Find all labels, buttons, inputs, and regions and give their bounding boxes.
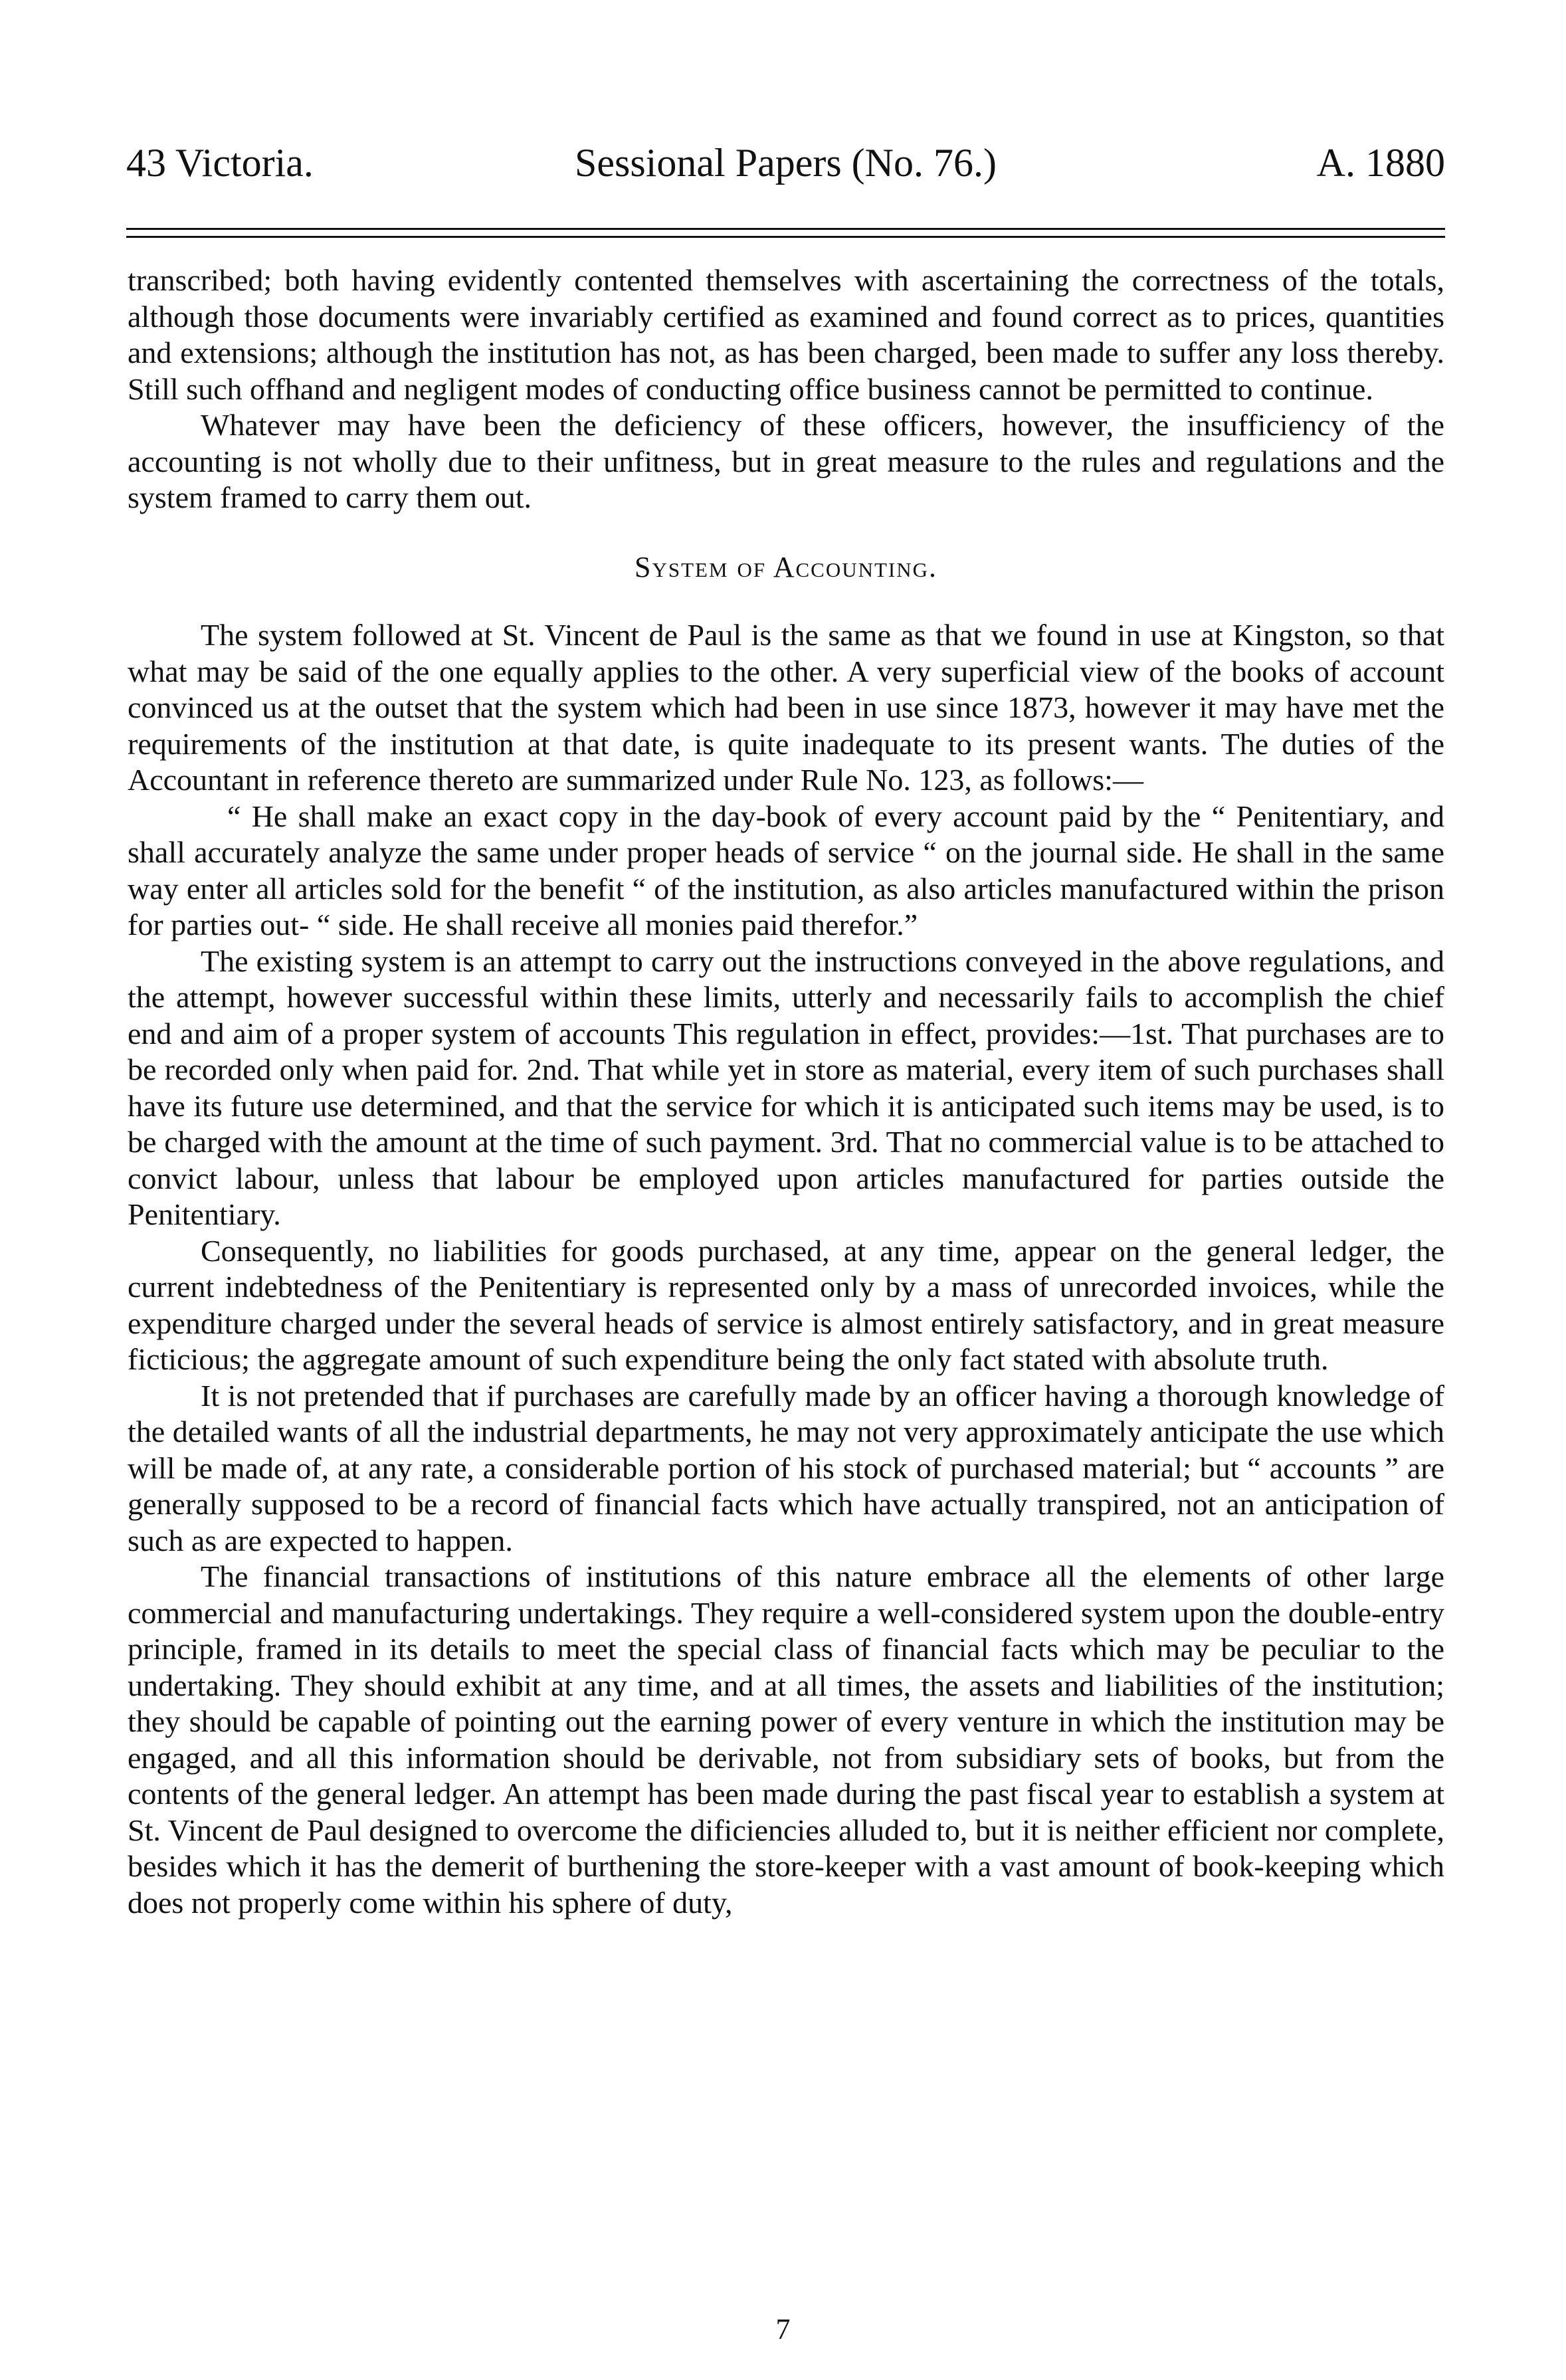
header-year: A. 1880	[1316, 141, 1445, 185]
header-rule-bottom	[126, 236, 1445, 238]
paragraph-financial-transactions: The financial transactions of institutions of this nature embrace all the elements of other large commercial and manufacturing undertakings. They require a well-considered system upon the double-entry principle, framed in its details to meet the special class of financial facts which may be peculiar to the undertaking. They should exhibit at any time, and at all times, the assets and liabilities of the institution; they should be capable of pointing out the earning power of every venture in which the institution may be engaged, and all this information should be derivable, not from subsidiary sets of books, but from the contents of the general ledger. An attempt has been made during the past fiscal year to establish a system at St. Vincent de Paul designed to overcome the dificiencies alluded to, but it is neither efficient nor complete, besides which it has the demerit of burthening the store-keeper with a vast amount of book-keeping which does not properly come within his sphere of duty,	[128, 1559, 1444, 1920]
paragraph-consequently: Consequently, no liabilities for goods purchased, at any time, appear on the general ledger, the current indebtedness of the Penitentiary is represented only by a mass of unrecorded invoices, while the expenditure charged under the several heads of service is almost entirely satisfactory, and in great measure ficticious; the aggregate amount of such expenditure being the only fact stated with absolute truth.	[128, 1233, 1444, 1376]
rule-quotation: “ He shall make an exact copy in the day-book of every account paid by the “ Penitentiary, and shall accurately analyze the same under proper heads of service “ on the journal side. He shall in the same way enter all articles sold for the benefit “ of the institution, as also articles manufactured within the prison for parties out- “ side. He shall receive all monies paid therefor.”	[128, 799, 1444, 942]
page-number: 7	[775, 2313, 791, 2345]
paragraph-existing-system: The existing system is an attempt to carry out the instructions conveyed in the above regulations, and the attempt, however successful within these limits, utterly and necessarily fails to accomplish the chief end and aim of a proper system of accounts This regulation in effect, provides:—1st. That purchases are to be recorded only when paid for. 2nd. That while yet in store as material, every item of such purchases shall have its future use determined, and that the service for which it is anticipated such items may be used, is to be charged with the amount at the time of such payment. 3rd. That no commercial value is to be attached to convict labour, unless that labour be employed upon articles manufactured for parties outside the Penitentiary.	[128, 943, 1444, 1231]
header-volume: 43 Victoria.	[126, 141, 314, 185]
paragraph-system-followed: The system followed at St. Vincent de Paul is the same as that we found in use at Kingston, so that what may be said of the one equally applies to the other. A very superficial view of the books of account convinced us at the outset that the system which had been in use since 1873, however it may have met the requirements of the institution at that date, is quite inadequate to its present wants. The duties of the Accountant in reference thereto are summarized under Rule No. 123, as follows:—	[128, 618, 1444, 797]
paragraph-transcribed: transcribed; both having evidently contented themselves with ascertaining the correctness of the totals, although those documents were invariably certified as examined and found correct as to prices, quantities and extensions; although the institution has not, as has been charged, been made to suffer any loss thereby. Still such offhand and negligent modes of conducting office business cannot be permitted to continue.	[128, 263, 1444, 406]
paragraph-deficiency: Whatever may have been the deficiency of these officers, however, the insufficiency of the accounting is not wholly due to their unfitness, but in great measure to the rules and regulations and the system framed to carry them out.	[128, 408, 1444, 514]
paragraph-not-pretended: It is not pretended that if purchases are carefully made by an officer having a thorough knowledge of the detailed wants of all the industrial departments, he may not very approximately anticipate the use which will be made of, at any rate, a considerable portion of his stock of purchased material; but “ accounts ” are generally supposed to be a record of financial facts which have actually transpired, not an anticipation of such as are expected to happen.	[128, 1378, 1444, 1557]
page-body	[128, 262, 1444, 1921]
running-header	[126, 133, 1445, 193]
header-rule-top	[126, 228, 1445, 230]
section-heading: System of Accounting.	[634, 550, 938, 583]
header-title: Sessional Papers (No. 76.)	[575, 141, 997, 185]
